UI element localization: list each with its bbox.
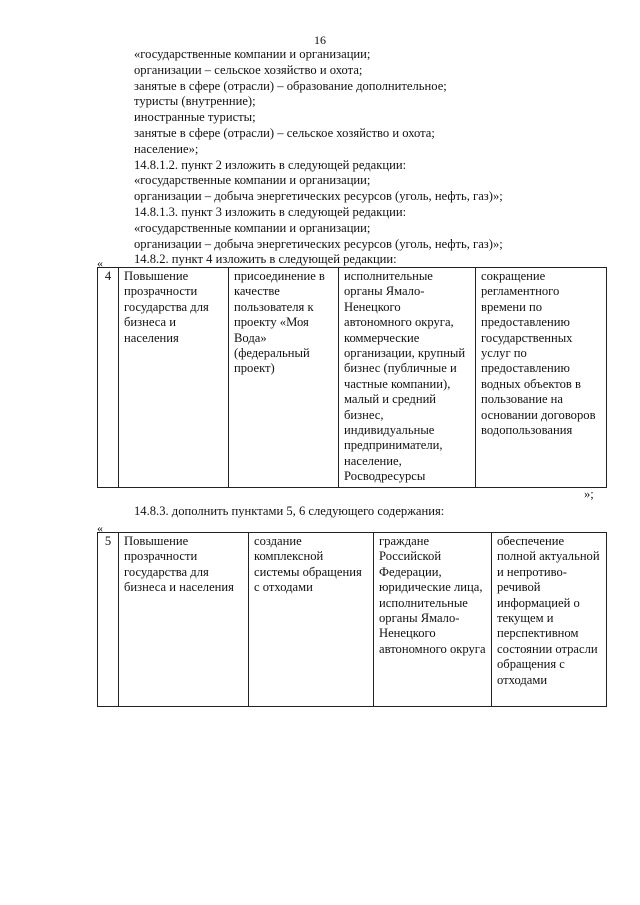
cell-effect: обеспечение полной актуальной и непротиво-речивой информацией о текущем и перспективном состоянии отрасли обращения с отходами (492, 533, 607, 707)
text-line: занятые в сфере (отрасли) – сельское хозяйство и охота; (134, 125, 435, 140)
text-line: 14.8.1.3. пункт 3 изложить в следующей редакции: (134, 204, 407, 219)
text-line: 14.8.2. пункт 4 изложить в следующей редакции: (134, 252, 397, 267)
text-line: организации – добыча энергетических ресурсов (уголь, нефть, газ)»; (134, 189, 503, 204)
open-quote-2: « (97, 521, 103, 535)
text-line: «государственные компании и организации; (134, 220, 371, 235)
cell-goal: Повышение прозрачности государства для бизнеса и населения (119, 533, 249, 707)
table-row (98, 268, 607, 488)
open-quote-1: « (97, 256, 103, 270)
intro-text (134, 47, 614, 268)
close-quote: »; (584, 487, 594, 501)
text-line: занятые в сфере (отрасли) – образование дополнительное; (134, 78, 447, 93)
text-line: организации – сельское хозяйство и охота; (134, 62, 363, 77)
cell-project: создание комплексной системы обращения с отходами (249, 533, 374, 707)
text-line: население»; (134, 141, 199, 156)
cell-goal: Повышение прозрачности государства для бизнеса и населения (119, 268, 229, 488)
cell-participants: граждане Российской Федерации, юридические лица, исполнительные органы Ямало-Ненецкого автономного округа (374, 533, 492, 707)
table-item-4 (97, 267, 607, 488)
cell-project: присоединение в качестве пользователя к проекту «Моя Вода» (федеральный проект) (229, 268, 339, 488)
text-line: иностранные туристы; (134, 110, 256, 125)
cell-participants: исполнительные органы Ямало-Ненецкого автономного округа, коммерческие организации, крупный бизнес (публичные и частные компании), малый и средний бизнес, индивидуальные предприниматели, население, Росводресурсы (339, 268, 476, 488)
text-line: «государственные компании и организации; (134, 173, 371, 188)
text-line: «государственные компании и организации; (134, 47, 371, 61)
text-line: 14.8.3. дополнить пунктами 5, 6 следующего содержания: (134, 504, 445, 518)
text-line: 14.8.1.2. пункт 2 изложить в следующей редакции: (134, 157, 407, 172)
table-row (98, 533, 607, 707)
text-line: туристы (внутренние); (134, 94, 256, 109)
cell-number: 4 (98, 268, 119, 488)
cell-effect: сокращение регламентного времени по предоставлению государственных услуг по предоставлению водных объектов в пользование на основании договоров водопользования (476, 268, 607, 488)
cell-number: 5 (98, 533, 119, 707)
table-item-5 (97, 532, 607, 707)
text-line: организации – добыча энергетических ресурсов (уголь, нефть, газ)»; (134, 236, 503, 251)
page-number: 16 (314, 33, 326, 47)
